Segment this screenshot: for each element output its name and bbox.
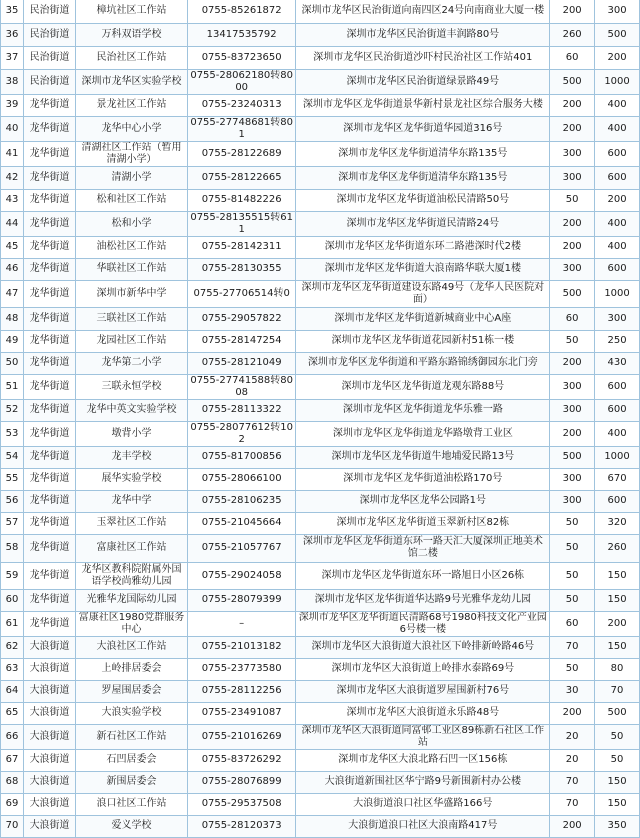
street-cell: 龙华街道	[23, 141, 75, 166]
table-body	[1, 0, 640, 837]
capacity-b-cell: 150	[595, 636, 640, 658]
site-name-cell: 松和社区工作站	[76, 189, 188, 211]
phone-cell: 0755-23240313	[187, 94, 296, 116]
street-cell: 龙华街道	[23, 189, 75, 211]
row-number: 65	[1, 702, 24, 724]
site-name-cell: 罗屋围居委会	[76, 680, 188, 702]
row-number: 37	[1, 46, 24, 69]
street-cell: 龙华街道	[23, 446, 75, 468]
capacity-b-cell: 150	[595, 589, 640, 611]
row-number: 69	[1, 793, 24, 815]
address-cell: 深圳市龙华区龙华街道新城商业中心A座	[296, 307, 550, 330]
row-number: 58	[1, 534, 24, 562]
table-row	[1, 399, 640, 421]
row-number: 59	[1, 562, 24, 589]
site-name-cell: 景龙社区工作站	[76, 94, 188, 116]
street-cell: 龙华街道	[23, 94, 75, 116]
capacity-b-cell: 200	[595, 46, 640, 69]
table-row	[1, 636, 640, 658]
capacity-b-cell: 600	[595, 490, 640, 512]
address-cell: 深圳市龙华区龙华街道东环一路旭日小区26栋	[296, 562, 550, 589]
capacity-b-cell: 400	[595, 116, 640, 141]
street-cell: 龙华街道	[23, 562, 75, 589]
capacity-b-cell: 500	[595, 702, 640, 724]
capacity-b-cell: 600	[595, 141, 640, 166]
capacity-a-cell: 300	[550, 374, 595, 399]
address-cell: 深圳市龙华区龙华街道景华新村景龙社区综合服务大楼	[296, 94, 550, 116]
site-name-cell: 万科双语学校	[76, 23, 188, 46]
address-cell: 深圳市龙华区大浪北路石凹一区156栋	[296, 749, 550, 771]
address-cell: 深圳市龙华区龙华街道龙华路墩背工业区	[296, 421, 550, 446]
phone-cell: 0755-81700856	[187, 446, 296, 468]
row-number: 45	[1, 236, 24, 258]
capacity-a-cell: 30	[550, 680, 595, 702]
street-cell: 大浪街道	[23, 724, 75, 749]
capacity-b-cell: 1000	[595, 280, 640, 307]
capacity-a-cell: 200	[550, 0, 595, 23]
capacity-a-cell: 300	[550, 166, 595, 189]
table-row	[1, 141, 640, 166]
street-cell: 龙华街道	[23, 589, 75, 611]
table-row	[1, 771, 640, 793]
street-cell: 大浪街道	[23, 680, 75, 702]
row-number: 60	[1, 589, 24, 611]
capacity-a-cell: 50	[550, 658, 595, 680]
address-cell: 深圳市龙华区龙华街道大浪南路华联大厦1楼	[296, 258, 550, 280]
phone-cell: 0755-28113322	[187, 399, 296, 421]
row-number: 51	[1, 374, 24, 399]
table-row	[1, 468, 640, 490]
street-cell: 民治街道	[23, 46, 75, 69]
capacity-b-cell: 150	[595, 793, 640, 815]
table-row	[1, 211, 640, 236]
capacity-a-cell: 60	[550, 46, 595, 69]
capacity-a-cell: 200	[550, 352, 595, 374]
capacity-a-cell: 50	[550, 330, 595, 352]
site-name-cell: 清湖小学	[76, 166, 188, 189]
row-number: 36	[1, 23, 24, 46]
address-cell: 深圳市龙华区龙华街道和平路东路锦绣御园东北门旁	[296, 352, 550, 374]
phone-cell: 0755-28079399	[187, 589, 296, 611]
table-row	[1, 680, 640, 702]
street-cell: 龙华街道	[23, 512, 75, 534]
site-name-cell: 龙华中心小学	[76, 116, 188, 141]
phone-cell: 0755-29537508	[187, 793, 296, 815]
site-name-cell: 三联社区工作站	[76, 307, 188, 330]
capacity-a-cell: 60	[550, 611, 595, 636]
capacity-a-cell: 50	[550, 534, 595, 562]
street-cell: 龙华街道	[23, 307, 75, 330]
capacity-b-cell: 150	[595, 771, 640, 793]
capacity-b-cell: 200	[595, 189, 640, 211]
phone-cell: 0755-27741588转8008	[187, 374, 296, 399]
table-row	[1, 446, 640, 468]
site-name-cell: 石凹居委会	[76, 749, 188, 771]
capacity-a-cell: 50	[550, 189, 595, 211]
capacity-b-cell: 1000	[595, 69, 640, 94]
address-cell: 深圳市龙华区龙华街道清华东路135号	[296, 166, 550, 189]
capacity-a-cell: 200	[550, 236, 595, 258]
address-cell: 大浪街道浪口社区大浪南路417号	[296, 815, 550, 837]
capacity-b-cell: 500	[595, 23, 640, 46]
address-cell: 深圳市龙华区龙华街道牛地埔爱民路13号	[296, 446, 550, 468]
capacity-a-cell: 70	[550, 771, 595, 793]
capacity-a-cell: 300	[550, 490, 595, 512]
capacity-b-cell: 600	[595, 166, 640, 189]
table-row	[1, 658, 640, 680]
site-name-cell: 龙华区教科院附属外国语学校尚雅幼儿园	[76, 562, 188, 589]
row-number: 67	[1, 749, 24, 771]
address-cell: 大浪街道浪口社区华盛路166号	[296, 793, 550, 815]
capacity-a-cell: 200	[550, 421, 595, 446]
street-cell: 民治街道	[23, 23, 75, 46]
street-cell: 大浪街道	[23, 749, 75, 771]
capacity-b-cell: 400	[595, 236, 640, 258]
table-row	[1, 280, 640, 307]
capacity-a-cell: 200	[550, 211, 595, 236]
site-name-cell: 墩背小学	[76, 421, 188, 446]
street-cell: 龙华街道	[23, 166, 75, 189]
address-cell: 深圳市龙华区龙华街道清华东路135号	[296, 141, 550, 166]
site-name-cell: 龙华第二小学	[76, 352, 188, 374]
row-number: 39	[1, 94, 24, 116]
capacity-b-cell: 70	[595, 680, 640, 702]
site-name-cell: 油松社区工作站	[76, 236, 188, 258]
address-cell: 深圳市龙华区大浪街道永乐路48号	[296, 702, 550, 724]
capacity-a-cell: 260	[550, 23, 595, 46]
table-row	[1, 258, 640, 280]
table-row	[1, 23, 640, 46]
address-cell: 深圳市龙华区民治街道丰润路80号	[296, 23, 550, 46]
phone-cell: 0755-28076899	[187, 771, 296, 793]
table-row	[1, 534, 640, 562]
site-name-cell: 三联永恒学校	[76, 374, 188, 399]
capacity-b-cell: 400	[595, 94, 640, 116]
capacity-b-cell: 250	[595, 330, 640, 352]
site-name-cell: 龙华中学	[76, 490, 188, 512]
phone-cell: 0755-28147254	[187, 330, 296, 352]
street-cell: 大浪街道	[23, 702, 75, 724]
capacity-a-cell: 50	[550, 589, 595, 611]
street-cell: 大浪街道	[23, 815, 75, 837]
table-row	[1, 702, 640, 724]
table-row	[1, 512, 640, 534]
table-row	[1, 749, 640, 771]
street-cell: 大浪街道	[23, 636, 75, 658]
site-name-cell: 新围居委会	[76, 771, 188, 793]
street-cell: 龙华街道	[23, 236, 75, 258]
site-name-cell: 深圳市龙华区实验学校	[76, 69, 188, 94]
street-cell: 龙华街道	[23, 280, 75, 307]
row-number: 43	[1, 189, 24, 211]
capacity-b-cell: 600	[595, 374, 640, 399]
site-name-cell: 上岭排居委会	[76, 658, 188, 680]
row-number: 54	[1, 446, 24, 468]
table-row	[1, 69, 640, 94]
address-cell: 深圳市龙华区大浪街道大浪社区下岭排新岭路46号	[296, 636, 550, 658]
address-cell: 深圳市龙华区龙华街道华达路9号光雅华龙幼儿园	[296, 589, 550, 611]
capacity-b-cell: 600	[595, 258, 640, 280]
row-number: 49	[1, 330, 24, 352]
table-row	[1, 0, 640, 23]
capacity-b-cell: 300	[595, 307, 640, 330]
phone-cell: 0755-28106235	[187, 490, 296, 512]
capacity-a-cell: 500	[550, 280, 595, 307]
street-cell: 龙华街道	[23, 534, 75, 562]
street-cell: 龙华街道	[23, 611, 75, 636]
table-row	[1, 116, 640, 141]
capacity-a-cell: 50	[550, 512, 595, 534]
phone-cell: 0755-27706514转0	[187, 280, 296, 307]
site-name-cell: 樟坑社区工作站	[76, 0, 188, 23]
row-number: 48	[1, 307, 24, 330]
phone-cell: 0755-28120373	[187, 815, 296, 837]
phone-cell: 0755-28122689	[187, 141, 296, 166]
phone-cell: 0755-28066100	[187, 468, 296, 490]
capacity-a-cell: 50	[550, 562, 595, 589]
row-number: 57	[1, 512, 24, 534]
table-row	[1, 374, 640, 399]
address-cell: 深圳市龙华区龙华街道玉翠新村区82栋	[296, 512, 550, 534]
site-name-cell: 展华实验学校	[76, 468, 188, 490]
phone-cell: 0755-23491087	[187, 702, 296, 724]
row-number: 41	[1, 141, 24, 166]
site-name-cell: 富康社区工作站	[76, 534, 188, 562]
site-name-cell: 龙华中英文实验学校	[76, 399, 188, 421]
table-row	[1, 94, 640, 116]
address-cell: 深圳市龙华区龙华街道龙华乐雅一路	[296, 399, 550, 421]
site-name-cell: 民治社区工作站	[76, 46, 188, 69]
address-cell: 深圳市龙华区龙华街道花园新村51栋一楼	[296, 330, 550, 352]
row-number: 62	[1, 636, 24, 658]
row-number: 46	[1, 258, 24, 280]
site-name-cell: 玉翠社区工作站	[76, 512, 188, 534]
row-number: 50	[1, 352, 24, 374]
phone-cell: 0755-21013182	[187, 636, 296, 658]
table-row	[1, 724, 640, 749]
site-name-cell: 龙丰学校	[76, 446, 188, 468]
phone-cell: 0755-85261872	[187, 0, 296, 23]
street-cell: 龙华街道	[23, 330, 75, 352]
address-cell: 深圳市龙华区龙华公园路1号	[296, 490, 550, 512]
row-number: 35	[1, 0, 24, 23]
phone-cell: 0755-28142311	[187, 236, 296, 258]
phone-cell: 0755-81482226	[187, 189, 296, 211]
site-name-cell: 清湖社区工作站（暂用清湖小学）	[76, 141, 188, 166]
address-cell: 深圳市龙华区民治街道沙吓村民治社区工作站401	[296, 46, 550, 69]
phone-cell: 0755-29057822	[187, 307, 296, 330]
table-row	[1, 236, 640, 258]
table-row	[1, 46, 640, 69]
capacity-b-cell: 260	[595, 534, 640, 562]
row-number: 52	[1, 399, 24, 421]
capacity-b-cell: 80	[595, 658, 640, 680]
address-cell: 深圳市龙华区龙华街道油松路170号	[296, 468, 550, 490]
phone-cell: 0755-28122665	[187, 166, 296, 189]
street-cell: 大浪街道	[23, 658, 75, 680]
site-name-cell: 龙园社区工作站	[76, 330, 188, 352]
capacity-b-cell: 600	[595, 399, 640, 421]
row-number: 47	[1, 280, 24, 307]
row-number: 70	[1, 815, 24, 837]
capacity-b-cell: 350	[595, 815, 640, 837]
row-number: 61	[1, 611, 24, 636]
row-number: 55	[1, 468, 24, 490]
row-number: 53	[1, 421, 24, 446]
phone-cell: 13417535792	[187, 23, 296, 46]
address-cell: 深圳市龙华区龙华街道建设东路49号（龙华人民医院对面）	[296, 280, 550, 307]
table-row	[1, 189, 640, 211]
capacity-a-cell: 200	[550, 815, 595, 837]
capacity-b-cell: 400	[595, 421, 640, 446]
row-number: 40	[1, 116, 24, 141]
phone-cell: 0755-27748681转801	[187, 116, 296, 141]
street-cell: 龙华街道	[23, 490, 75, 512]
capacity-a-cell: 300	[550, 468, 595, 490]
phone-cell: 0755-28077612转102	[187, 421, 296, 446]
site-name-cell: 大浪社区工作站	[76, 636, 188, 658]
capacity-a-cell: 60	[550, 307, 595, 330]
site-name-cell: 爱义学校	[76, 815, 188, 837]
phone-cell: 0755-29024058	[187, 562, 296, 589]
capacity-a-cell: 500	[550, 69, 595, 94]
capacity-a-cell: 300	[550, 141, 595, 166]
address-cell: 深圳市龙华区龙华街道华园道316号	[296, 116, 550, 141]
row-number: 66	[1, 724, 24, 749]
phone-cell: 0755-83726292	[187, 749, 296, 771]
table-row	[1, 352, 640, 374]
phone-cell: 0755-23773580	[187, 658, 296, 680]
address-cell: 深圳市龙华区龙华街道东环一路天汇大厦深圳正地美术馆二楼	[296, 534, 550, 562]
row-number: 68	[1, 771, 24, 793]
row-number: 64	[1, 680, 24, 702]
capacity-a-cell: 500	[550, 446, 595, 468]
capacity-a-cell: 70	[550, 793, 595, 815]
site-name-cell: 新石社区工作站	[76, 724, 188, 749]
table-row	[1, 490, 640, 512]
table-row	[1, 421, 640, 446]
capacity-b-cell: 670	[595, 468, 640, 490]
table-row	[1, 815, 640, 837]
phone-cell: 0755-28112256	[187, 680, 296, 702]
capacity-b-cell: 430	[595, 352, 640, 374]
site-name-cell: 松和小学	[76, 211, 188, 236]
address-cell: 深圳市龙华区龙华街道东环二路港深时代2楼	[296, 236, 550, 258]
phone-cell: 0755-28121049	[187, 352, 296, 374]
row-number: 42	[1, 166, 24, 189]
street-cell: 大浪街道	[23, 771, 75, 793]
street-cell: 大浪街道	[23, 793, 75, 815]
capacity-a-cell: 20	[550, 724, 595, 749]
address-cell: 深圳市龙华区大浪街道罗屋围新村76号	[296, 680, 550, 702]
address-cell: 深圳市龙华区大浪街道上岭排水泰路69号	[296, 658, 550, 680]
table-row	[1, 330, 640, 352]
street-cell: 民治街道	[23, 69, 75, 94]
street-cell: 龙华街道	[23, 352, 75, 374]
table-row	[1, 793, 640, 815]
capacity-b-cell: 1000	[595, 446, 640, 468]
table-row	[1, 166, 640, 189]
site-name-cell: 富康社区1980党群服务中心	[76, 611, 188, 636]
phone-cell: 0755-28062180转8000	[187, 69, 296, 94]
capacity-a-cell: 200	[550, 702, 595, 724]
phone-cell: 0755-28135515转611	[187, 211, 296, 236]
address-cell: 深圳市龙华区民治街道向南四区24号向南商业大厦一楼	[296, 0, 550, 23]
row-number: 38	[1, 69, 24, 94]
capacity-b-cell: 320	[595, 512, 640, 534]
address-cell: 深圳市龙华区龙华街道民清路68号1980科技文化产业园6号楼一楼	[296, 611, 550, 636]
street-cell: 龙华街道	[23, 211, 75, 236]
street-cell: 民治街道	[23, 0, 75, 23]
table-row	[1, 562, 640, 589]
street-cell: 龙华街道	[23, 374, 75, 399]
row-number: 44	[1, 211, 24, 236]
capacity-b-cell: 300	[595, 0, 640, 23]
capacity-a-cell: 300	[550, 258, 595, 280]
capacity-b-cell: 150	[595, 562, 640, 589]
address-cell: 深圳市龙华区龙华街道油松民清路50号	[296, 189, 550, 211]
table-row	[1, 611, 640, 636]
capacity-b-cell: 50	[595, 724, 640, 749]
phone-cell: 0755-83723650	[187, 46, 296, 69]
row-number: 63	[1, 658, 24, 680]
capacity-a-cell: 70	[550, 636, 595, 658]
phone-cell: 0755-21016269	[187, 724, 296, 749]
address-cell: 深圳市龙华区民治街道绿景路49号	[296, 69, 550, 94]
table-row	[1, 307, 640, 330]
row-number: 56	[1, 490, 24, 512]
site-name-cell: 浪口社区工作站	[76, 793, 188, 815]
address-cell: 深圳市龙华区大浪街道同富邨工业区89栋新石社区工作站	[296, 724, 550, 749]
capacity-b-cell: 400	[595, 211, 640, 236]
capacity-a-cell: 200	[550, 94, 595, 116]
street-cell: 龙华街道	[23, 399, 75, 421]
address-cell: 深圳市龙华区龙华街道民清路24号	[296, 211, 550, 236]
street-cell: 龙华街道	[23, 468, 75, 490]
phone-cell: 0755-28130355	[187, 258, 296, 280]
site-name-cell: 华联社区工作站	[76, 258, 188, 280]
street-cell: 龙华街道	[23, 116, 75, 141]
site-name-cell: 光雅华龙国际幼儿园	[76, 589, 188, 611]
phone-cell: –	[187, 611, 296, 636]
phone-cell: 0755-21057767	[187, 534, 296, 562]
capacity-b-cell: 200	[595, 611, 640, 636]
site-name-cell: 大浪实验学校	[76, 702, 188, 724]
capacity-a-cell: 20	[550, 749, 595, 771]
street-cell: 龙华街道	[23, 421, 75, 446]
capacity-a-cell: 200	[550, 116, 595, 141]
site-name-cell: 深圳市新华中学	[76, 280, 188, 307]
table-row	[1, 589, 640, 611]
phone-cell: 0755-21045664	[187, 512, 296, 534]
address-cell: 大浪街道新围社区华宁路9号新围新村办公楼	[296, 771, 550, 793]
address-cell: 深圳市龙华区龙华街道龙观东路88号	[296, 374, 550, 399]
street-cell: 龙华街道	[23, 258, 75, 280]
capacity-a-cell: 300	[550, 399, 595, 421]
capacity-b-cell: 50	[595, 749, 640, 771]
